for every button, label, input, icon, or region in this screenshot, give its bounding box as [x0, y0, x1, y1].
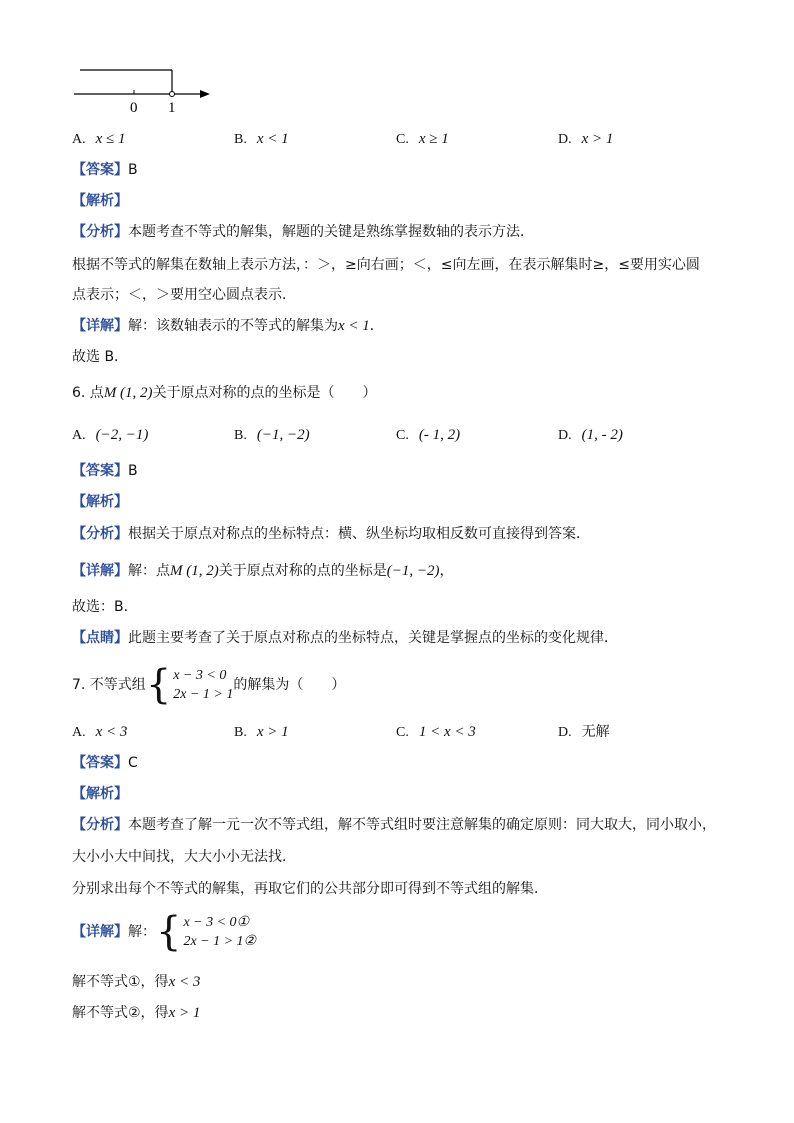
q7-option-c: C. 1 < x < 3 — [396, 724, 476, 740]
number-line-figure — [66, 62, 216, 118]
q6-detail: 【详解】解：点M (1, 2)关于原点对称的点的坐标是(−1, −2)， — [72, 563, 454, 579]
q5-option-b: B. x < 1 — [234, 131, 289, 147]
q6-analysis-heading: 【解析】 — [72, 494, 128, 510]
open-point — [170, 92, 175, 97]
q7-detail: 【详解】解： { x − 3 < 0① 2x − 1 > 1② — [72, 909, 257, 955]
q6-stem: 6. 点M (1, 2)关于原点对称的点的坐标是（ ） — [72, 385, 377, 401]
axis-arrow — [200, 90, 210, 98]
tick-label-1: 1 — [168, 100, 176, 116]
q5-option-a: A. x ≤ 1 — [72, 131, 126, 147]
q5-option-d: D. x > 1 — [558, 131, 614, 147]
q7-inequality-system: { x − 3 < 0 2x − 1 > 1 — [145, 662, 234, 708]
q7-option-b: B. x > 1 — [234, 724, 289, 740]
q7-detail-system: { x − 3 < 0① 2x − 1 > 1② — [156, 909, 257, 955]
q6-fenxi: 【分析】根据关于原点对称点的坐标特点：横、纵坐标均取相反数可直接得到答案． — [72, 526, 590, 542]
q6-answer: 【答案】B — [72, 463, 138, 479]
q5-answer: 【答案】B — [72, 162, 138, 178]
q7-body: 分别求出每个不等式的解集，再取它们的公共部分即可得到不等式组的解集． — [72, 881, 548, 897]
q6-option-d: D. (1, - 2) — [558, 427, 623, 443]
q7-option-a: A. x < 3 — [72, 724, 128, 740]
q5-detail: 【详解】解：该数轴表示的不等式的解集为x < 1． — [72, 318, 384, 334]
q7-option-d: D. 无解 — [558, 724, 610, 740]
q5-body-line2: 点表示；＜，＞要用空心圆点表示． — [72, 287, 296, 303]
q7-step1: 解不等式①，得x < 3 — [72, 974, 201, 990]
q6-option-a: A. (−2, −1) — [72, 427, 149, 443]
q7-analysis-heading: 【解析】 — [72, 786, 128, 802]
q6-option-c: C. (- 1, 2) — [396, 427, 461, 443]
q5-conclusion: 故选 B． — [72, 349, 129, 365]
q5-fenxi: 【分析】本题考查不等式的解集，解题的关键是熟练掌握数轴的表示方法． — [72, 224, 534, 240]
tick-label-0: 0 — [130, 100, 138, 116]
q7-step2: 解不等式②，得x > 1 — [72, 1005, 201, 1021]
q6-dianjing: 【点睛】此题主要考查了关于原点对称点的坐标特点，关键是掌握点的坐标的变化规律． — [72, 630, 618, 646]
q5-body-line1: 根据不等式的解集在数轴上表示方法，：＞，≥向右画；＜，≤向左画，在表示解集时≥，≤要用实心圆 — [72, 257, 700, 273]
q7-stem: 7. 不等式组 { x − 3 < 0 2x − 1 > 1 的解集为（ ） — [72, 662, 346, 708]
q6-option-b: B. (−1, −2) — [234, 427, 310, 443]
q7-answer: 【答案】C — [72, 755, 138, 771]
q5-analysis-heading: 【解析】 — [72, 193, 128, 209]
q5-option-c: C. x ≥ 1 — [396, 131, 449, 147]
q7-fenxi-line1: 【分析】本题考查了解一元一次不等式组，解不等式组时要注意解集的确定原则：同大取大，同小取小， — [72, 817, 716, 833]
q6-conclusion: 故选：B． — [72, 599, 138, 615]
q7-fenxi-line2: 大小小大中间找，大大小小无法找． — [72, 849, 296, 865]
